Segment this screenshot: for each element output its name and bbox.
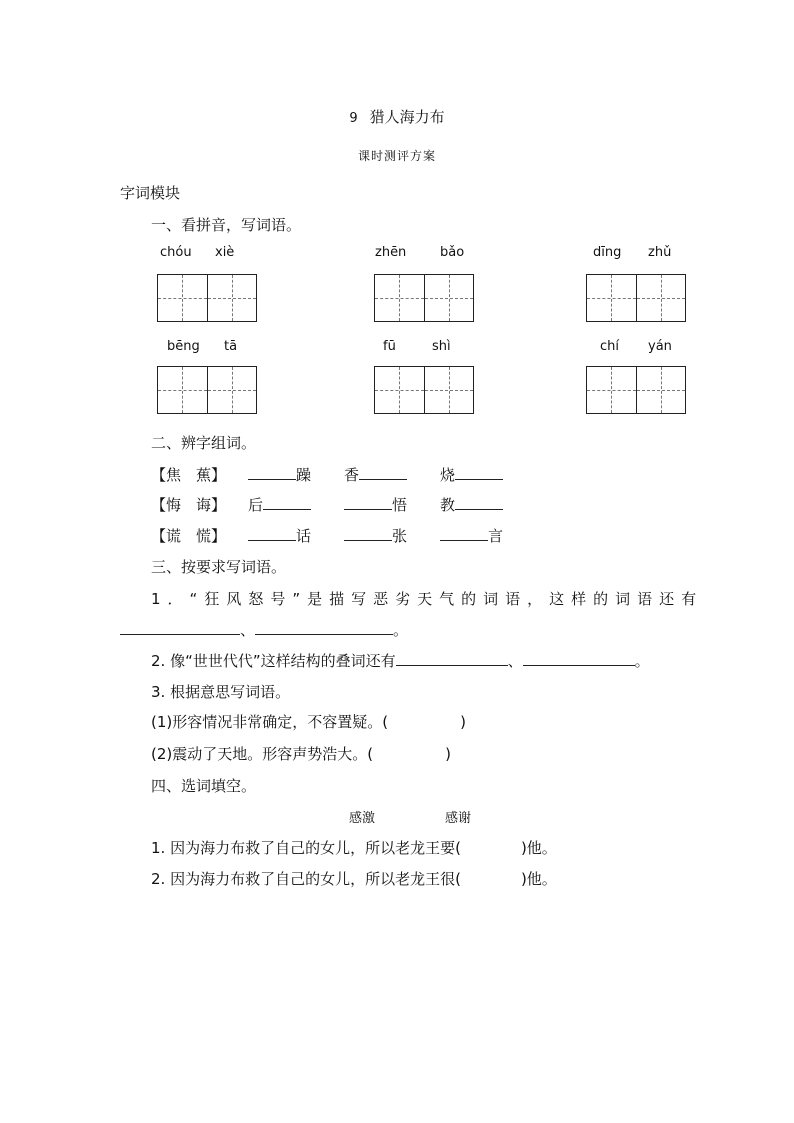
pinyin-1a: chóu bbox=[160, 245, 192, 260]
page-subtitle: 课时测评方案 bbox=[357, 149, 436, 163]
word-2c: 教 bbox=[440, 494, 503, 515]
sentence-4-1: 1. 因为海力布救了自己的女儿，所以老龙王要( )他。 bbox=[151, 839, 557, 857]
word-option-2: 感谢 bbox=[445, 811, 472, 826]
sentence-4-2: 2. 因为海力布救了自己的女儿，所以老龙王很( )他。 bbox=[151, 870, 557, 888]
word-2a: 后 bbox=[248, 494, 311, 515]
page-title bbox=[0, 106, 794, 127]
answer-blank[interactable] bbox=[263, 494, 311, 510]
char-group-1: 【焦 蕉】 bbox=[151, 466, 227, 484]
answer-blank[interactable] bbox=[455, 494, 503, 510]
section4-heading: 四、选词填空。 bbox=[151, 777, 257, 795]
pinyin-5b: shì bbox=[432, 339, 451, 354]
pinyin-5a: fū bbox=[383, 339, 396, 354]
word-option-1: 感激 bbox=[349, 811, 376, 826]
pinyin-4a: bēng bbox=[167, 339, 200, 354]
question-3-3-1: (1)形容情况非常确定，不容置疑。( ) bbox=[151, 713, 466, 731]
answer-blank[interactable] bbox=[248, 525, 296, 541]
answer-blank[interactable] bbox=[440, 525, 488, 541]
answer-blank[interactable] bbox=[120, 619, 240, 635]
answer-blank[interactable] bbox=[359, 464, 407, 480]
section3-heading: 三、按要求写词语。 bbox=[151, 558, 287, 576]
module-label: 字词模块 bbox=[120, 184, 181, 202]
writing-grid-6[interactable] bbox=[586, 366, 686, 414]
char-group-3: 【谎 慌】 bbox=[151, 527, 227, 545]
word-3a: 话 bbox=[248, 525, 311, 546]
question-3-3-2: (2)震动了天地。形容声势浩大。( ) bbox=[151, 745, 451, 763]
pinyin-2a: zhēn bbox=[375, 245, 407, 260]
answer-blank[interactable] bbox=[344, 525, 392, 541]
section1-heading: 一、看拼音，写词语。 bbox=[151, 216, 302, 234]
writing-grid-3[interactable] bbox=[586, 274, 686, 322]
writing-grid-1[interactable] bbox=[157, 274, 257, 322]
writing-grid-2[interactable] bbox=[374, 274, 474, 322]
pinyin-6a: chí bbox=[600, 339, 619, 354]
question-3-1: 1．“狂风怒号”是描写恶劣天气的词语，这样的词语还有 bbox=[151, 590, 704, 608]
answer-blank[interactable] bbox=[255, 619, 393, 635]
word-1b: 香 bbox=[344, 464, 407, 485]
pinyin-2b: bǎo bbox=[440, 245, 465, 260]
answer-blank[interactable] bbox=[455, 464, 503, 480]
answer-blank[interactable] bbox=[344, 494, 392, 510]
pinyin-3a: dīng bbox=[593, 245, 622, 260]
answer-blank[interactable] bbox=[248, 464, 296, 480]
writing-grid-4[interactable] bbox=[157, 366, 257, 414]
question-3-2: 2. 像“世世代代”这样结构的叠词还有 、 。 bbox=[151, 652, 650, 670]
pinyin-6b: yán bbox=[648, 339, 672, 354]
section2-heading: 二、辨字组词。 bbox=[151, 434, 257, 452]
char-group-2: 【悔 诲】 bbox=[151, 496, 227, 514]
word-1c: 烧 bbox=[440, 464, 503, 485]
pinyin-3b: zhǔ bbox=[648, 245, 672, 260]
word-1a: 躁 bbox=[248, 464, 311, 485]
answer-blank[interactable] bbox=[523, 650, 635, 666]
lesson-title: 猎人海力布 bbox=[369, 108, 445, 126]
question-3-1-answers: 、 。 bbox=[120, 619, 408, 640]
word-3b: 张 bbox=[344, 525, 407, 546]
word-2b: 悟 bbox=[344, 494, 407, 515]
question-3-3: 3. 根据意思写词语。 bbox=[151, 683, 291, 701]
answer-blank[interactable] bbox=[396, 650, 508, 666]
lesson-number: 9 bbox=[349, 111, 358, 126]
word-3c: 言 bbox=[440, 525, 503, 546]
pinyin-4b: tā bbox=[224, 339, 238, 354]
writing-grid-5[interactable] bbox=[374, 366, 474, 414]
pinyin-1b: xiè bbox=[215, 245, 235, 260]
